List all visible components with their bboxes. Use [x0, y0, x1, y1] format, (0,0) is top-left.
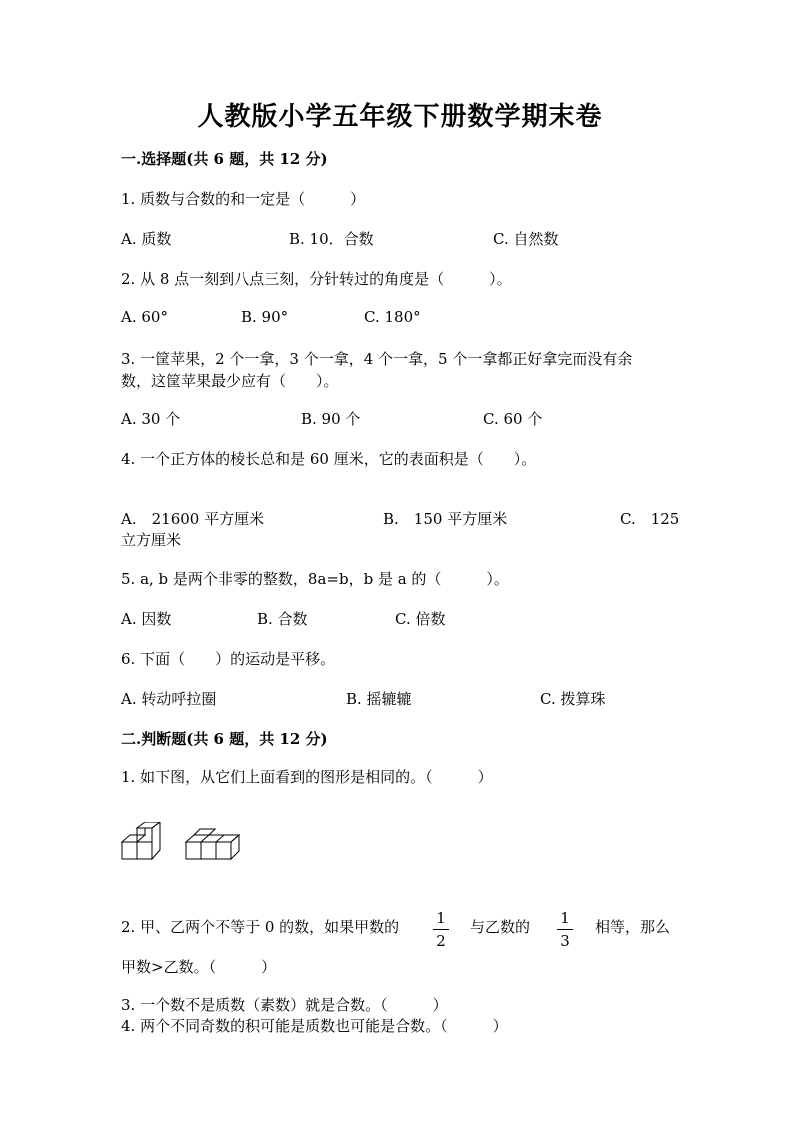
question-4-option-a: A. 21600 平方厘米 — [121, 510, 265, 528]
judgement-2-part1: 2. 甲、乙两个不等于 0 的数，如果甲数的 — [121, 918, 400, 936]
question-4-option-c-wrap: 立方厘米 — [121, 531, 182, 549]
cube-figure-right — [186, 829, 239, 859]
question-6-option-a: A. 转动呼拉圈 — [121, 690, 217, 708]
judgement-2-part2: 与乙数的 — [470, 918, 531, 936]
question-1-option-b: B. 10．合数 — [289, 230, 374, 248]
question-3-option-b: B. 90 个 — [301, 410, 361, 428]
question-5-stem: 5. a, b 是两个非零的整数，8a=b，b 是 a 的（ ）。 — [121, 570, 509, 588]
question-3-stem-line2: 数，这筐苹果最少应有（ ）。 — [121, 372, 339, 390]
fraction-numerator: 1 — [560, 909, 570, 927]
page-title: 人教版小学五年级下册数学期末卷 — [197, 102, 603, 132]
question-5-option-b: B. 合数 — [257, 610, 308, 628]
question-4-option-b: B. 150 平方厘米 — [383, 510, 508, 528]
fraction-bar — [433, 929, 449, 930]
question-4-option-c: C. 125 — [620, 510, 680, 528]
cube-figure-left — [122, 822, 160, 859]
section-heading-choice: 一.选择题(共 6 题，共 12 分) — [121, 150, 328, 168]
question-3-option-c: C. 60 个 — [483, 410, 543, 428]
judgement-3-stem: 3. 一个数不是质数（素数）就是合数。（ ） — [121, 996, 448, 1014]
question-6-option-c: C. 拨算珠 — [540, 690, 606, 708]
question-1-stem: 1. 质数与合数的和一定是（ ） — [121, 190, 366, 208]
judgement-2-part3: 相等，那么 — [595, 918, 671, 936]
fraction-bar — [557, 929, 573, 930]
judgement-4-stem: 4. 两个不同奇数的积可能是质数也可能是合数。（ ） — [121, 1017, 508, 1035]
question-3-option-a: A. 30 个 — [121, 410, 181, 428]
fraction-denominator: 2 — [436, 932, 446, 950]
fraction-numerator: 1 — [436, 909, 446, 927]
question-2-stem: 2. 从 8 点一刻到八点三刻，分针转过的角度是（ ）。 — [121, 270, 512, 288]
question-6-option-b: B. 摇辘辘 — [346, 690, 412, 708]
question-1-option-c: C. 自然数 — [493, 230, 559, 248]
question-5-option-a: A. 因数 — [121, 610, 172, 628]
cube-figures — [120, 822, 240, 864]
question-2-option-a: A. 60° — [121, 308, 168, 326]
judgement-1-stem: 1. 如下图，从它们上面看到的图形是相同的。（ ） — [121, 768, 493, 786]
question-5-option-c: C. 倍数 — [395, 610, 446, 628]
fraction-denominator: 3 — [560, 932, 570, 950]
fraction-one-third — [557, 910, 573, 949]
question-3-stem-line1: 3. 一筐苹果，2 个一拿，3 个一拿，4 个一拿，5 个一拿都正好拿完而没有余 — [121, 350, 633, 368]
fraction-one-half — [433, 910, 449, 949]
question-4-stem: 4. 一个正方体的棱长总和是 60 厘米，它的表面积是（ ）。 — [121, 450, 537, 468]
question-1-option-a: A. 质数 — [121, 230, 172, 248]
question-2-option-b: B. 90° — [241, 308, 289, 326]
section-heading-judgement: 二.判断题(共 6 题，共 12 分) — [121, 730, 328, 748]
question-2-option-c: C. 180° — [364, 308, 421, 326]
judgement-2-line2: 甲数>乙数。（ ） — [121, 958, 277, 976]
question-6-stem: 6. 下面（ ）的运动是平移。 — [121, 650, 336, 668]
